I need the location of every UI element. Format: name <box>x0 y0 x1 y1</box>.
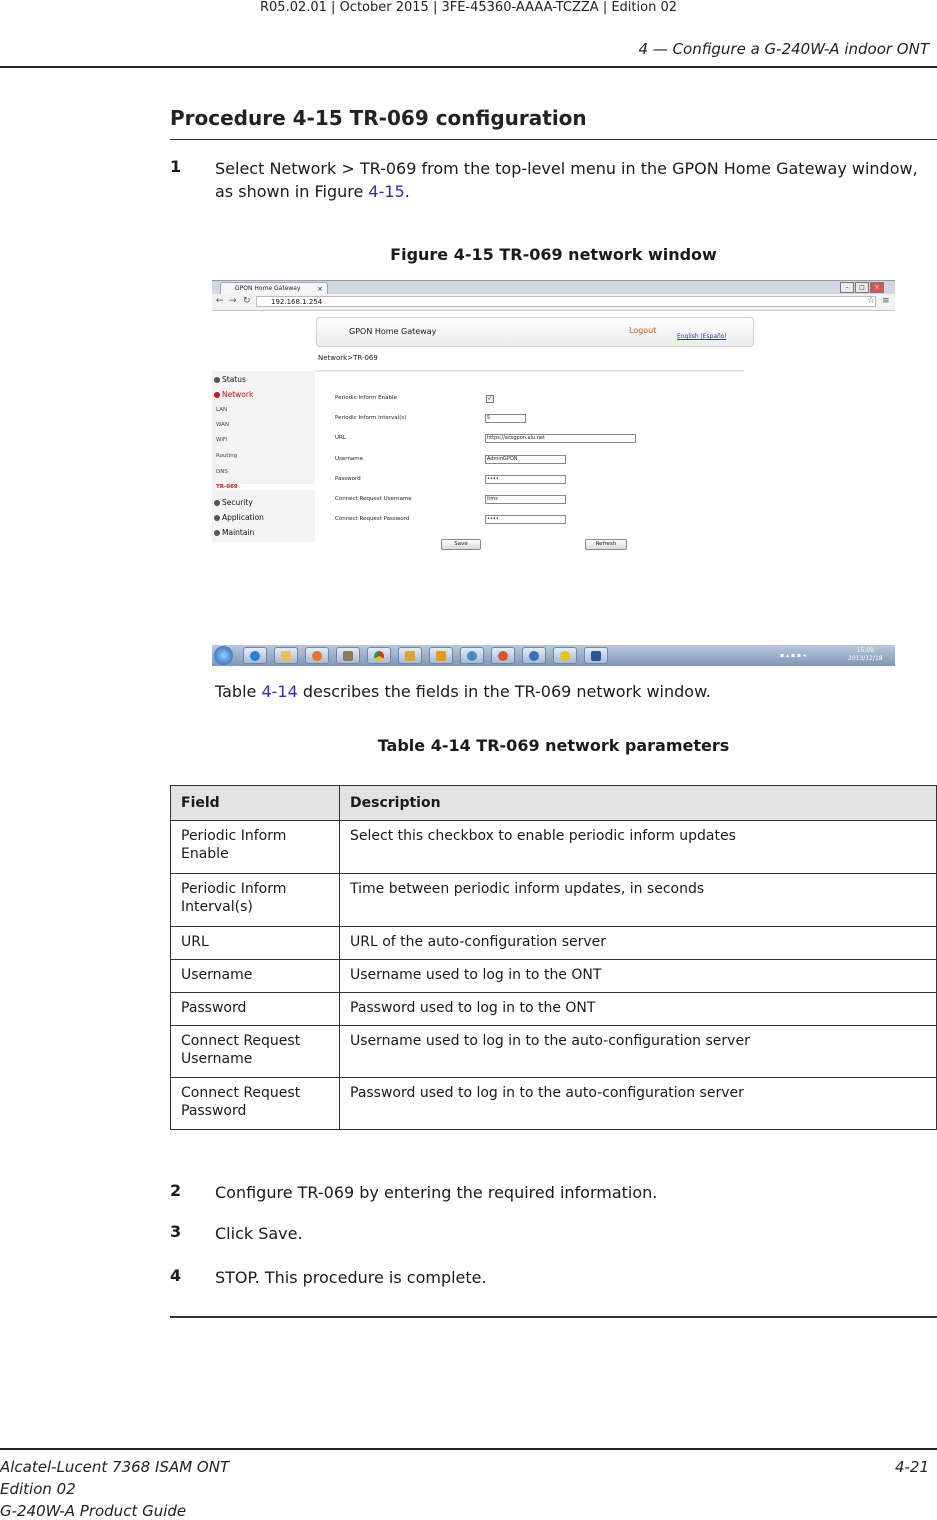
field-column-header: Field <box>171 786 340 821</box>
menu-icon[interactable]: ≡ <box>882 296 890 306</box>
description-cell: Password used to log in to the ONT <box>340 993 937 1026</box>
page-number: 4-21 <box>894 1458 929 1476</box>
reload-icon[interactable]: ↻ <box>243 296 251 306</box>
footer-guide: G-240W-A Product Guide <box>0 1502 187 1520</box>
clock[interactable]: 15:09 2013/12/18 <box>848 647 883 662</box>
tab-close-icon[interactable]: × <box>317 285 323 293</box>
url-input[interactable]: 192.168.1.254 <box>256 296 876 307</box>
address-bar <box>212 294 895 311</box>
sidebar-sub-wifi[interactable]: WiFi <box>216 437 228 443</box>
username-label: Username <box>335 456 364 462</box>
description-cell: Time between periodic inform updates, in seconds <box>340 874 937 927</box>
table-row <box>171 821 937 874</box>
figure-link[interactable]: 4-15 <box>368 182 405 201</box>
breadcrumb: Network>TR-069 <box>318 354 378 362</box>
sidebar-sub-lan[interactable]: LAN <box>216 407 228 413</box>
start-button-icon[interactable] <box>214 646 233 665</box>
sidebar-sub-routing[interactable]: Routing <box>216 453 238 459</box>
procedure-title: Procedure 4-15 TR-069 configuration <box>170 106 587 130</box>
sidebar-item-security[interactable]: Security <box>214 498 253 507</box>
sidebar-sub-wan[interactable]: WAN <box>216 422 230 428</box>
logout-link[interactable]: Logout <box>629 326 657 335</box>
sidebar-sub-tr069[interactable]: TR-069 <box>216 484 315 490</box>
periodic-enable-label: Periodic Inform Enable <box>335 395 397 401</box>
outlook-icon[interactable] <box>429 647 453 664</box>
network-app-icon[interactable] <box>460 647 484 664</box>
bookmark-star-icon[interactable]: ☆ <box>867 296 876 306</box>
field-cell: Password <box>171 993 340 1026</box>
notes-icon[interactable] <box>398 647 422 664</box>
conn-pass-input[interactable]: •••• <box>485 515 566 524</box>
gateway-title: GPON Home Gateway <box>349 327 437 336</box>
sidebar-item-maintain[interactable]: Maintain <box>214 528 254 537</box>
app-icon[interactable] <box>336 647 360 664</box>
step-3-text: Click Save. <box>215 1224 303 1243</box>
word-icon[interactable] <box>584 647 608 664</box>
table-row <box>171 1026 937 1078</box>
language-links[interactable]: English |Español <box>677 333 727 340</box>
tray-icons[interactable]: ▪ ▴ ▪ ▪ ◂ <box>780 652 806 659</box>
step-1-number: 1 <box>170 157 182 176</box>
media-app-icon[interactable] <box>553 647 577 664</box>
screenshot-figure <box>212 280 895 666</box>
footer-rule <box>0 1448 937 1450</box>
footer-edition: Edition 02 <box>0 1480 76 1498</box>
chapter-title: 4 — Configure a G-240W-A indoor ONT <box>638 40 929 58</box>
description-cell: Username used to log in to the auto-configuration server <box>340 1026 937 1078</box>
user-app-icon[interactable] <box>491 647 515 664</box>
back-icon[interactable]: ← <box>216 296 224 306</box>
sidebar-sub-dns[interactable]: DNS <box>216 469 228 475</box>
footer-product: Alcatel-Lucent 7368 ISAM ONT <box>0 1458 230 1476</box>
field-cell: Connect Request Password <box>171 1078 340 1130</box>
gateway-banner <box>316 317 754 347</box>
url-label: URL <box>335 435 346 441</box>
field-cell: Periodic Inform Interval(s) <box>171 874 340 927</box>
description-cell: URL of the auto-configuration server <box>340 927 937 960</box>
sidebar-item-application[interactable]: Application <box>214 513 264 522</box>
maintain-bullet-icon <box>214 530 220 536</box>
conn-user-input[interactable]: itms <box>485 495 566 504</box>
save-button[interactable]: Save <box>441 539 481 550</box>
table-intro: Table 4-14 describes the fields in the TR-069 network window. <box>215 682 711 701</box>
step-4-number: 4 <box>170 1266 182 1285</box>
status-bullet-icon <box>214 377 220 383</box>
periodic-interval-label: Periodic Inform Interval(s) <box>335 415 407 421</box>
security-bullet-icon <box>214 500 220 506</box>
periodic-enable-checkbox[interactable]: ✓ <box>487 395 493 402</box>
browser-tab-bar <box>212 281 895 294</box>
description-cell: Username used to log in to the ONT <box>340 960 937 993</box>
description-cell: Select this checkbox to enable periodic inform updates <box>340 821 937 874</box>
forward-icon[interactable]: → <box>229 296 237 306</box>
username-input[interactable]: AdminGPON <box>485 455 566 464</box>
ie-icon[interactable] <box>243 647 267 664</box>
figure-caption: Figure 4-15 TR-069 network window <box>390 245 717 264</box>
folder-icon[interactable] <box>274 647 298 664</box>
table-row <box>171 1078 937 1130</box>
sidebar-item-status[interactable]: Status <box>214 375 246 384</box>
network-bullet-icon <box>214 392 220 398</box>
chrome-icon[interactable] <box>367 647 391 664</box>
sidebar <box>212 371 315 542</box>
periodic-interval-input[interactable]: 5 <box>485 414 526 423</box>
table-row <box>171 927 937 960</box>
window-close-icon[interactable]: × <box>870 282 884 293</box>
table-caption: Table 4-14 TR-069 network parameters <box>377 736 730 755</box>
field-cell: Username <box>171 960 340 993</box>
refresh-button[interactable]: Refresh <box>585 539 627 550</box>
table-link[interactable]: 4-14 <box>261 682 298 701</box>
application-bullet-icon <box>214 515 220 521</box>
table-row <box>171 960 937 993</box>
table-row <box>171 993 937 1026</box>
field-cell: URL <box>171 927 340 960</box>
maximize-icon[interactable]: □ <box>855 282 869 293</box>
password-input[interactable]: •••• <box>485 475 566 484</box>
sidebar-item-network[interactable]: Network <box>214 390 253 399</box>
step-2-text: Configure TR-069 by entering the required information. <box>215 1183 658 1202</box>
acs-url-input[interactable]: https://acsgpon.alu.net <box>485 434 636 443</box>
step-4-text: STOP. This procedure is complete. <box>215 1268 487 1287</box>
step-1-text: Select Network > TR-069 from the top-level menu in the GPON Home Gateway window, as shown in Figure 4-15. <box>215 159 918 201</box>
browser-tab[interactable]: GPON Home Gateway × <box>220 282 328 294</box>
description-cell: Password used to log in to the auto-configuration server <box>340 1078 937 1130</box>
conn-user-label: Connect Request Username <box>335 496 412 502</box>
password-label: Password <box>335 476 361 482</box>
breadcrumb-divider <box>316 370 744 372</box>
table-row <box>171 874 937 927</box>
table-header-row <box>171 786 937 821</box>
firefox-icon[interactable] <box>305 647 329 664</box>
doc-id-line: R05.02.01 | October 2015 | 3FE-45360-AAAA-TCZZA | Edition 02 <box>260 0 677 15</box>
description-column-header: Description <box>340 786 937 821</box>
procedure-title-rule <box>170 139 937 140</box>
procedure-end-rule <box>170 1316 937 1318</box>
conn-pass-label: Connect Request Password <box>335 516 410 522</box>
field-cell: Connect Request Username <box>171 1026 340 1078</box>
minimize-icon[interactable]: – <box>840 282 854 293</box>
field-cell: Periodic Inform Enable <box>171 821 340 874</box>
step-3-number: 3 <box>170 1222 182 1241</box>
taskbar <box>212 645 895 666</box>
sync-app-icon[interactable] <box>522 647 546 664</box>
header-rule <box>0 66 937 68</box>
step-2-number: 2 <box>170 1181 182 1200</box>
parameters-table <box>170 785 937 1130</box>
